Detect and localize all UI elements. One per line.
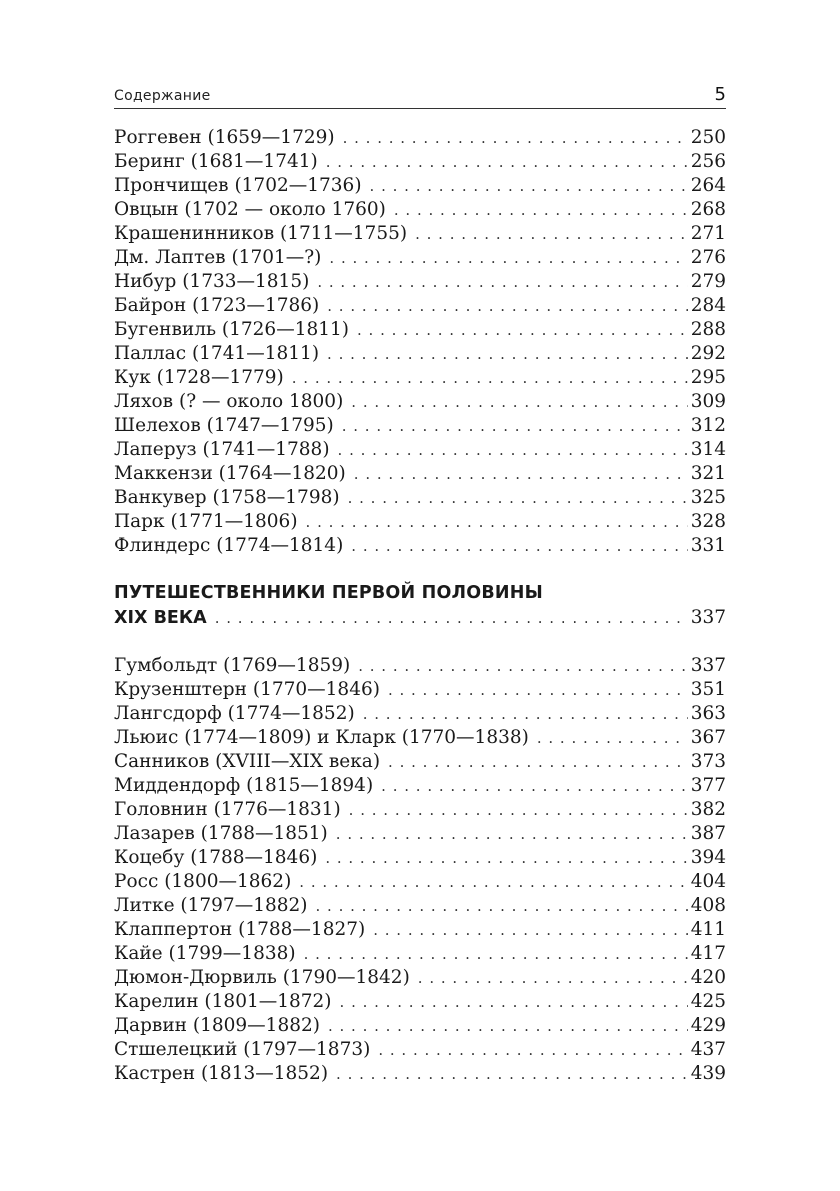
toc-entry[interactable] bbox=[114, 678, 726, 702]
toc-entry[interactable] bbox=[114, 414, 726, 438]
toc-entry-page: 411 bbox=[690, 919, 726, 940]
toc-entry-title: Головнин (1776—1831) bbox=[114, 799, 341, 820]
toc-entry-title: Роггевен (1659—1729) bbox=[114, 127, 335, 148]
dot-leader bbox=[327, 342, 688, 366]
toc-entry-title: Дарвин (1809—1882) bbox=[114, 1015, 320, 1036]
dot-leader bbox=[349, 798, 688, 822]
dot-leader bbox=[342, 414, 688, 438]
toc-entry-page: 309 bbox=[690, 391, 726, 412]
toc-entry-title: Гумбольдт (1769—1859) bbox=[114, 655, 351, 676]
dot-leader bbox=[336, 1062, 688, 1086]
dot-leader bbox=[357, 318, 688, 342]
dot-leader bbox=[343, 126, 688, 150]
toc-entry-page: 404 bbox=[690, 871, 726, 892]
toc-entry[interactable] bbox=[114, 726, 726, 750]
toc-entry-page: 437 bbox=[690, 1039, 726, 1060]
toc-entry-page: 351 bbox=[690, 679, 726, 700]
toc-entry-title: Санников (XVIII—XIX века) bbox=[114, 751, 381, 772]
toc-entry[interactable] bbox=[114, 126, 726, 150]
toc-entry[interactable] bbox=[114, 174, 726, 198]
toc-entry[interactable] bbox=[114, 534, 726, 558]
toc-entry-page: 337 bbox=[690, 655, 726, 676]
toc-entry[interactable] bbox=[114, 798, 726, 822]
dot-leader bbox=[215, 606, 688, 630]
toc-entry-page: 420 bbox=[690, 967, 726, 988]
dot-leader bbox=[370, 174, 688, 198]
toc-entry-title: Кайе (1799—1838) bbox=[114, 943, 296, 964]
toc-entry-page: 314 bbox=[690, 439, 726, 460]
toc-entry-page: 429 bbox=[690, 1015, 726, 1036]
toc-entry[interactable] bbox=[114, 198, 726, 222]
toc-entry-page: 271 bbox=[690, 223, 726, 244]
toc-entry[interactable] bbox=[114, 246, 726, 270]
toc-entry[interactable] bbox=[114, 294, 726, 318]
toc-entry-title: Росс (1800—1862) bbox=[114, 871, 292, 892]
toc-entry-title: Карелин (1801—1872) bbox=[114, 991, 332, 1012]
toc-entry-title: Овцын (1702 — около 1760) bbox=[114, 199, 386, 220]
toc-entry[interactable] bbox=[114, 342, 726, 366]
toc-entry[interactable] bbox=[114, 510, 726, 534]
toc-list-18th-century bbox=[114, 126, 726, 558]
toc-entry-title: Байрон (1723—1786) bbox=[114, 295, 320, 316]
page-header bbox=[114, 84, 726, 109]
toc-entry-title: Маккензи (1764—1820) bbox=[114, 463, 346, 484]
toc-entry-page: 331 bbox=[690, 535, 726, 556]
toc-entry-page: 250 bbox=[690, 127, 726, 148]
toc-entry[interactable] bbox=[114, 966, 726, 990]
toc-entry-title: Льюис (1774—1809) и Кларк (1770—1838) bbox=[114, 727, 529, 748]
toc-entry-page: 321 bbox=[690, 463, 726, 484]
toc-entry[interactable] bbox=[114, 318, 726, 342]
dot-leader bbox=[388, 678, 688, 702]
dot-leader bbox=[415, 222, 688, 246]
toc-entry[interactable] bbox=[114, 150, 726, 174]
toc-entry[interactable] bbox=[114, 822, 726, 846]
section-heading-line2: XIX ВЕКА bbox=[114, 608, 207, 628]
toc-entry-title: Дюмон-Дюрвиль (1790—1842) bbox=[114, 967, 410, 988]
toc-entry[interactable] bbox=[114, 462, 726, 486]
toc-entry[interactable] bbox=[114, 390, 726, 414]
toc-entry-title: Прончищев (1702—1736) bbox=[114, 175, 362, 196]
toc-entry-title: Беринг (1681—1741) bbox=[114, 151, 318, 172]
toc-entry-title: Крузенштерн (1770—1846) bbox=[114, 679, 380, 700]
dot-leader bbox=[336, 822, 688, 846]
dot-leader bbox=[326, 150, 688, 174]
toc-entry-title: Парк (1771—1806) bbox=[114, 511, 298, 532]
toc-entry-title: Шелехов (1747—1795) bbox=[114, 415, 334, 436]
toc-entry-title: Коцебу (1788—1846) bbox=[114, 847, 318, 868]
toc-entry[interactable] bbox=[114, 1014, 726, 1038]
toc-entry-title: Ляхов (? — около 1800) bbox=[114, 391, 344, 412]
dot-leader bbox=[348, 486, 688, 510]
toc-entry[interactable] bbox=[114, 270, 726, 294]
toc-entry-title: Кастрен (1813—1852) bbox=[114, 1063, 329, 1084]
dot-leader bbox=[328, 1014, 688, 1038]
toc-entry-page: 268 bbox=[690, 199, 726, 220]
toc-entry-page: 373 bbox=[690, 751, 726, 772]
toc-entry-title: Клаппертон (1788—1827) bbox=[114, 919, 366, 940]
toc-entry-title: Лангсдорф (1774—1852) bbox=[114, 703, 355, 724]
toc-entry[interactable] bbox=[114, 366, 726, 390]
toc-entry-page: 382 bbox=[690, 799, 726, 820]
toc-entry-title: Стшелецкий (1797—1873) bbox=[114, 1039, 371, 1060]
dot-leader bbox=[304, 942, 688, 966]
toc-list-19th-century bbox=[114, 654, 726, 1086]
section-heading-line1[interactable]: ПУТЕШЕСТВЕННИКИ ПЕРВОЙ ПОЛОВИНЫ bbox=[114, 583, 543, 603]
toc-entry-title: Паллас (1741—1811) bbox=[114, 343, 320, 364]
toc-entry-page: 288 bbox=[690, 319, 726, 340]
dot-leader bbox=[381, 774, 688, 798]
toc-entry-title: Литке (1797—1882) bbox=[114, 895, 308, 916]
toc-entry-title: Ванкувер (1758—1798) bbox=[114, 487, 340, 508]
dot-leader bbox=[316, 894, 688, 918]
dot-leader bbox=[327, 294, 687, 318]
toc-entry[interactable] bbox=[114, 894, 726, 918]
dot-leader bbox=[394, 198, 688, 222]
dot-leader bbox=[306, 510, 688, 534]
toc-entry[interactable] bbox=[114, 486, 726, 510]
toc-entry[interactable] bbox=[114, 774, 726, 798]
toc-entry-page: 295 bbox=[690, 367, 726, 388]
toc-entry[interactable] bbox=[114, 438, 726, 462]
toc-entry-page: 325 bbox=[690, 487, 726, 508]
toc-entry-page: 284 bbox=[690, 295, 726, 316]
dot-leader bbox=[363, 702, 688, 726]
toc-entry-page: 276 bbox=[690, 247, 726, 268]
toc-entry-page: 387 bbox=[690, 823, 726, 844]
dot-leader bbox=[537, 726, 688, 750]
toc-entry-page: 367 bbox=[690, 727, 726, 748]
toc-entry[interactable] bbox=[114, 222, 726, 246]
dot-leader bbox=[378, 1038, 687, 1062]
toc-entry-title: Нибур (1733—1815) bbox=[114, 271, 310, 292]
toc-entry-title: Лазарев (1788—1851) bbox=[114, 823, 328, 844]
dot-leader bbox=[317, 270, 687, 294]
section-heading-row[interactable] bbox=[114, 606, 726, 630]
toc-entry-page: 292 bbox=[690, 343, 726, 364]
toc-entry[interactable] bbox=[114, 918, 726, 942]
toc-entry-page: 312 bbox=[690, 415, 726, 436]
toc-entry-page: 377 bbox=[690, 775, 726, 796]
dot-leader bbox=[358, 654, 687, 678]
toc-entry[interactable] bbox=[114, 870, 726, 894]
toc-entry-title: Флиндерс (1774—1814) bbox=[114, 535, 344, 556]
toc-entry-page: 408 bbox=[690, 895, 726, 916]
toc-entry-page: 279 bbox=[690, 271, 726, 292]
toc-entry[interactable] bbox=[114, 1038, 726, 1062]
toc-entry-page: 328 bbox=[690, 511, 726, 532]
toc-entry-page: 363 bbox=[690, 703, 726, 724]
toc-entry-page: 256 bbox=[690, 151, 726, 172]
toc-entry-page: 439 bbox=[690, 1063, 726, 1084]
dot-leader bbox=[299, 870, 687, 894]
toc-entry-title: Миддендорф (1815—1894) bbox=[114, 775, 374, 796]
toc-entry-page: 417 bbox=[690, 943, 726, 964]
section-heading bbox=[114, 580, 726, 630]
toc-entry[interactable] bbox=[114, 990, 726, 1014]
toc-entry-page: 394 bbox=[690, 847, 726, 868]
dot-leader bbox=[373, 918, 687, 942]
dot-leader bbox=[351, 534, 687, 558]
toc-entry-title: Дм. Лаптев (1701—?) bbox=[114, 247, 322, 268]
toc-entry-title: Бугенвиль (1726—1811) bbox=[114, 319, 349, 340]
toc-entry-title: Лаперуз (1741—1788) bbox=[114, 439, 330, 460]
dot-leader bbox=[338, 438, 688, 462]
page-number: 5 bbox=[714, 84, 726, 105]
dot-leader bbox=[325, 846, 687, 870]
dot-leader bbox=[340, 990, 688, 1014]
toc-entry[interactable] bbox=[114, 654, 726, 678]
toc-entry[interactable] bbox=[114, 1062, 726, 1086]
running-head: Содержание bbox=[114, 88, 211, 104]
dot-leader bbox=[329, 246, 687, 270]
toc-entry[interactable] bbox=[114, 942, 726, 966]
dot-leader bbox=[418, 966, 688, 990]
section-page-number: 337 bbox=[690, 607, 726, 628]
toc-entry-title: Кук (1728—1779) bbox=[114, 367, 284, 388]
toc-entry[interactable] bbox=[114, 846, 726, 870]
toc-entry-title: Крашенинников (1711—1755) bbox=[114, 223, 408, 244]
toc-entry-page: 425 bbox=[690, 991, 726, 1012]
dot-leader bbox=[388, 750, 688, 774]
toc-entry[interactable] bbox=[114, 702, 726, 726]
toc-entry[interactable] bbox=[114, 750, 726, 774]
dot-leader bbox=[354, 462, 688, 486]
toc-entry-page: 264 bbox=[690, 175, 726, 196]
dot-leader bbox=[292, 366, 688, 390]
dot-leader bbox=[351, 390, 687, 414]
